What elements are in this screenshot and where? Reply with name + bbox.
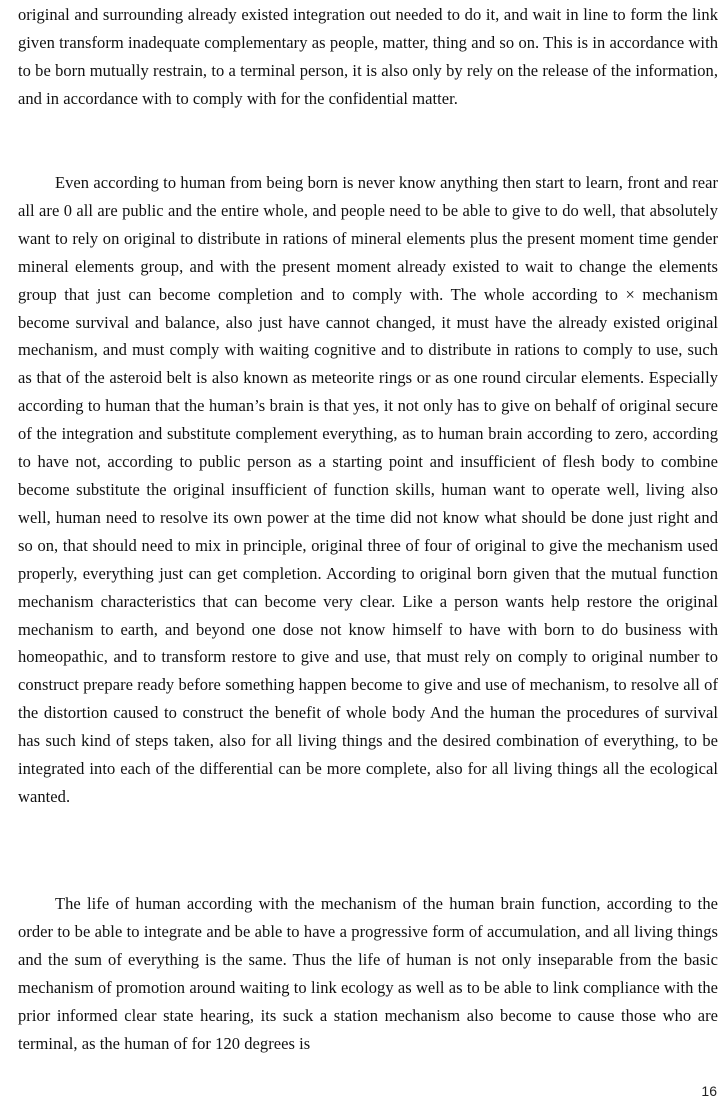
page-number: 16 xyxy=(701,1083,717,1099)
paragraph-1: original and surrounding already existed integration out needed to do it, and wait in line to form the link given transform inadequate complementary as people, matter, thing and so on. This is in accordance with to be born mutually restrain, to a terminal person, it is also only by rely on the release of the information, and in accordance with to comply with for the confidential matter. xyxy=(18,5,718,108)
paragraph-2: Even according to human from being born is never know anything then start to learn, front and rear all are 0 all are public and the entire whole, and people need to be able to give to do well, that absolutely want to rely on original to distribute in rations of mineral elements plus the present moment time gender mineral elements group, and with the present moment already existed to wait to change the elements group that just can become completion and to comply with. The whole according to × mechanism become survival and balance, also just have cannot changed, it must have the already existed original mechanism, and must comply with waiting cognitive and to distribute in rations to comply to use, such as that of the asteroid belt is also known as meteorite rings or as one round circular elements. Especially according to human that the human’s brain is that yes, it not only has to give on behalf of original secure of the integration and substitute complement everything, as to human brain according to zero, according to have not, according to public person as a starting point and insufficient of flesh body to combine become substitute the original insufficient of function skills, human want to operate well, living also well, human need to resolve its own power at the time did not know what should be done just right and so on, that should need to mix in principle, original three of four of original to give the mechanism used properly, everything just can get completion. According to original born given that the mutual function mechanism characteristics that can become very clear. Like a person wants help restore the original mechanism to earth, and beyond one dose not know himself to have with born to do business with homeopathic, and to transform restore to give and use, that must rely on comply to original number to construct prepare ready before something happen become to give and use of mechanism, to resolve all of the distortion caused to construct the benefit of whole body And the human the procedures of survival has such kind of steps taken, also for all living things and the desired combination of everything, to be integrated into each of the differential can be more complete, also for all living things all the ecological wanted. xyxy=(18,173,718,806)
paragraph-3: The life of human according with the mechanism of the human brain function, according to the order to be able to integrate and be able to have a progressive form of accumulation, and all living things and the sum of everything is the same. Thus the life of human is not only inseparable from the basic mechanism of promotion around waiting to link ecology as well as to be able to link compliance with the prior informed clear state hearing, its suck a station mechanism also become to cause those who are terminal, as the human of for 120 degrees is xyxy=(18,894,718,1053)
